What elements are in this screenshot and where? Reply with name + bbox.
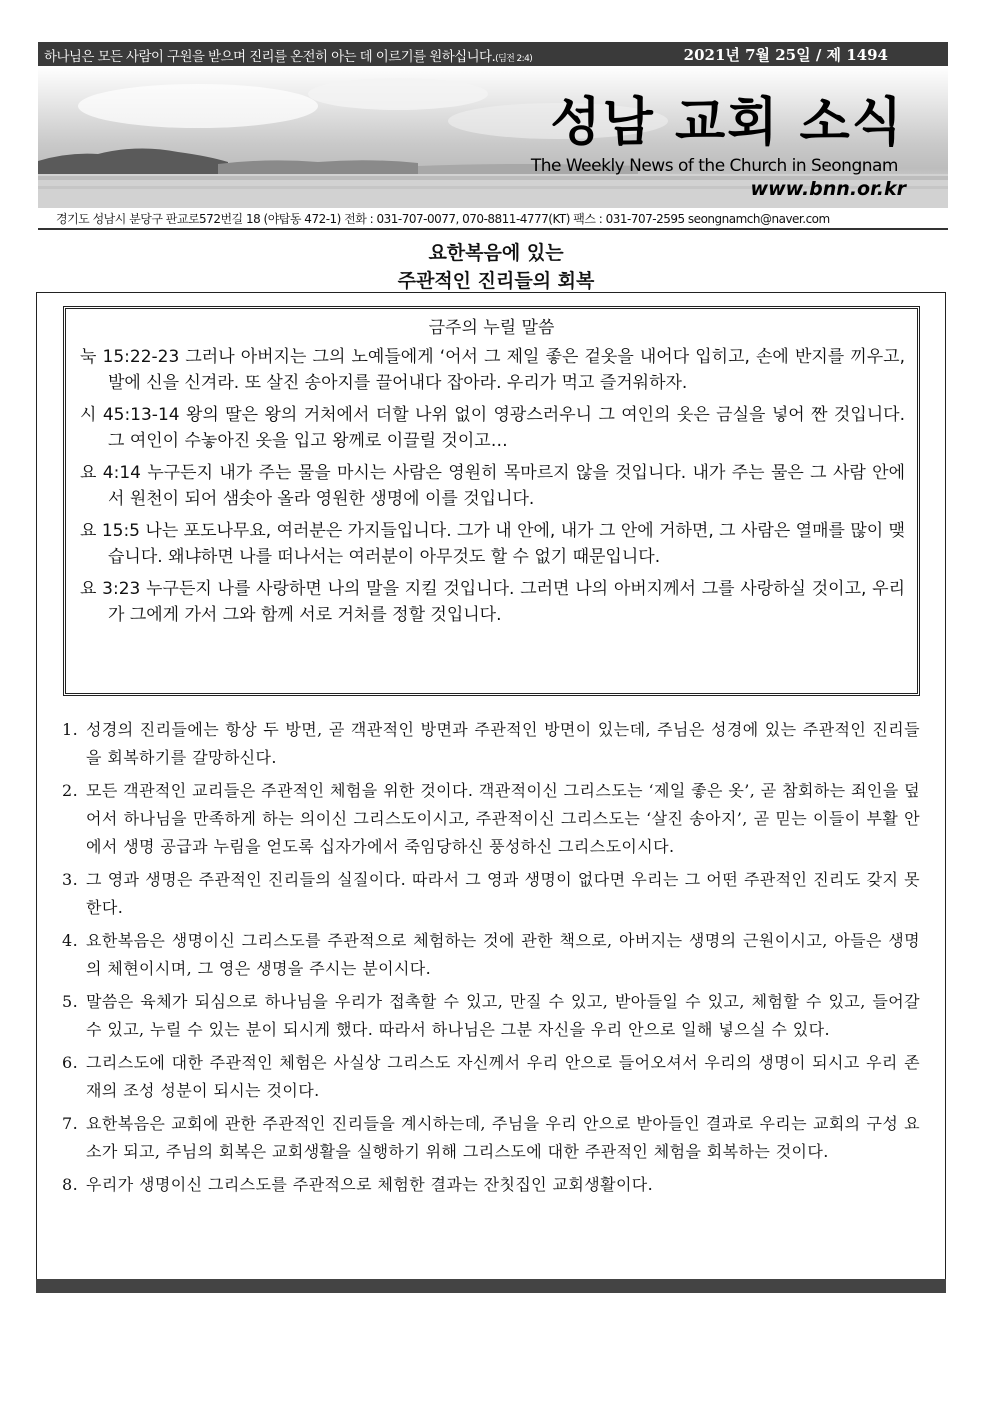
header-divider bbox=[38, 228, 948, 230]
outline-point bbox=[62, 1171, 920, 1199]
outline-point bbox=[62, 716, 920, 772]
point-text: 요한복음은 교회에 관한 주관적인 진리들을 계시하는데, 주님을 우리 안으로 받아들인 결과로 우리는 교회의 구성 요소가 되고, 주님의 회복은 교회생활을 실행하기 위해 그리스도에 대한 주관적인 체험을 회복하는 것이다. bbox=[86, 1114, 920, 1161]
footer-bar bbox=[36, 1279, 946, 1293]
point-text: 그리스도에 대한 주관적인 체험은 사실상 그리스도 자신께서 우리 안으로 들어오셔서 우리의 생명이 되시고 우리 존재의 조성 성분이 되시는 것이다. bbox=[86, 1053, 920, 1100]
outline-point bbox=[62, 927, 920, 983]
verse-item: 요 15:5 나는 포도나무요, 여러분은 가지들입니다. 그가 내 안에, 내가 그 안에 거하면, 그 사람은 열매를 많이 맺습니다. 왜냐하면 나를 떠나서는 여러분이 아무것도 할 수 없기 때문입니다. bbox=[80, 521, 905, 567]
point-text: 모든 객관적인 교리들은 주관적인 체험을 위한 것이다. 객관적이신 그리스도는 ‘제일 좋은 옷’, 곧 참회하는 죄인을 덮어서 하나님을 만족하게 하는 의이신 그리스도이시고, 주관적이신 그리스도는 ‘살진 송아지’, 곧 믿는 이들이 부활 안에서 생명 공급과 누림을 얻도록 십자가에서 죽임당하신 풍성하신 그리스도이시다. bbox=[86, 781, 920, 856]
masthead-title: 성남 교회 소식 bbox=[550, 93, 904, 153]
point-number: 2. bbox=[62, 781, 79, 800]
outline-point bbox=[62, 1110, 920, 1166]
point-number: 4. bbox=[62, 931, 79, 950]
point-text: 우리가 생명이신 그리스도를 주관적으로 체험한 결과는 잔칫집인 교회생활이다. bbox=[86, 1175, 654, 1194]
motto-text: 하나님은 모든 사람이 구원을 받으며 진리를 온전히 아는 데 이르기를 원하십니다.(딤전 2:4) bbox=[44, 49, 533, 65]
website-link[interactable]: www.bnn.or.kr bbox=[750, 178, 906, 200]
verse-item: 눅 15:22-23 그러나 아버지는 그의 노예들에게 ‘어서 그 제일 좋은 겉옷을 내어다 입히고, 손에 반지를 끼우고, 발에 신을 신겨라. 또 살진 송아지를 끌어내다 잡아라. 우리가 먹고 즐거워하자. bbox=[80, 347, 905, 393]
verse-item: 요 4:14 누구든지 내가 주는 물을 마시는 사람은 영원히 목마르지 않을 것입니다. 내가 주는 물은 그 사람 안에서 원천이 되어 샘솟아 올라 영원한 생명에 이를 것입니다. bbox=[80, 463, 905, 509]
masthead-banner bbox=[38, 66, 948, 208]
point-number: 5. bbox=[62, 992, 79, 1011]
outline-points bbox=[62, 716, 920, 1204]
motto-reference: (딤전 2:4) bbox=[495, 54, 533, 64]
issue-date: 2021년 7월 25일 / 제 1494 bbox=[683, 46, 888, 64]
article-title-line1: 요한복음에 있는 bbox=[428, 242, 564, 264]
point-text: 그 영과 생명은 주관적인 진리들의 실질이다. 따라서 그 영과 생명이 없다면 우리는 그 어떤 주관적인 진리도 갖지 못한다. bbox=[86, 870, 920, 917]
motto-strip bbox=[38, 42, 948, 66]
point-text: 성경의 진리들에는 항상 두 방면, 곧 객관적인 방면과 주관적인 방면이 있는데, 주님은 성경에 있는 주관적인 진리들을 회복하기를 갈망하신다. bbox=[86, 720, 920, 767]
verse-item: 요 3:23 누구든지 나를 사랑하면 나의 말을 지킬 것입니다. 그러면 나의 아버지께서 그를 사랑하실 것이고, 우리가 그에게 가서 그와 함께 서로 거처를 정할 것입니다. bbox=[80, 579, 905, 625]
masthead-subtitle: The Weekly News of the Church in Seongnam bbox=[530, 156, 898, 176]
point-number: 1. bbox=[62, 720, 79, 739]
verses-box bbox=[63, 306, 920, 696]
contact-address: 경기도 성남시 분당구 판교로572번길 18 (야탑동 472-1) 전화 : 031-707-0077, 070-8811-4777(KT) 팩스 : 031-707-2595 seongnamch@naver.com bbox=[56, 212, 830, 226]
point-number: 8. bbox=[62, 1175, 79, 1194]
outline-point bbox=[62, 1049, 920, 1105]
point-number: 7. bbox=[62, 1114, 79, 1133]
point-number: 6. bbox=[62, 1053, 79, 1072]
point-text: 말씀은 육체가 되심으로 하나님을 우리가 접촉할 수 있고, 만질 수 있고, 받아들일 수 있고, 체험할 수 있고, 들어갈 수 있고, 누릴 수 있는 분이 되시게 했다. 따라서 하나님은 그분 자신을 우리 안으로 일해 넣으실 수 있다. bbox=[86, 992, 920, 1039]
outline-point bbox=[62, 866, 920, 922]
outline-point bbox=[62, 777, 920, 861]
outline-point bbox=[62, 988, 920, 1044]
article-title-line2: 주관적인 진리들의 회복 bbox=[397, 270, 595, 292]
verses-heading: 금주의 누릴 말씀 bbox=[428, 318, 555, 338]
point-text: 요한복음은 생명이신 그리스도를 주관적으로 체험하는 것에 관한 책으로, 아버지는 생명의 근원이시고, 아들은 생명의 체현이시며, 그 영은 생명을 주시는 분이시다. bbox=[86, 931, 920, 978]
verse-item: 시 45:13-14 왕의 딸은 왕의 거처에서 더할 나위 없이 영광스러우니 그 여인의 옷은 금실을 넣어 짠 것입니다. 그 여인이 수놓아진 옷을 입고 왕께로 이끌릴 것이고… bbox=[80, 405, 905, 451]
point-number: 3. bbox=[62, 870, 79, 889]
